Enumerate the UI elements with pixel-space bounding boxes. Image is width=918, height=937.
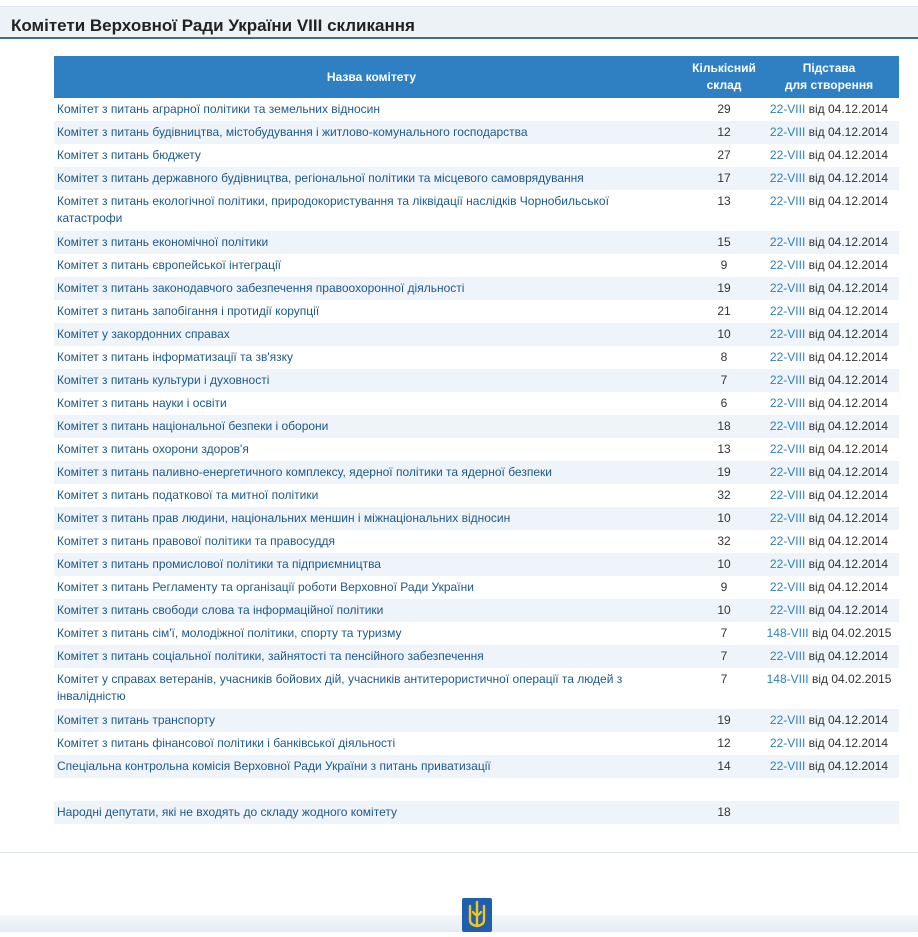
committee-name-link[interactable]: Комітет у закордонних справах (57, 327, 230, 341)
committee-count: 9 (720, 258, 728, 272)
committee-basis (759, 507, 899, 530)
committee-count: 15 (717, 235, 731, 249)
resolution-date: від 04.12.2014 (808, 281, 889, 295)
committee-basis (759, 576, 899, 599)
committee-name-link[interactable]: Комітет з питань фінансової політики і банківської діяльності (57, 736, 396, 750)
resolution-link[interactable]: 22-VIII (769, 759, 806, 773)
table-row (54, 732, 899, 755)
committee-count: 7 (720, 672, 728, 686)
table-row (54, 300, 899, 323)
resolution-link[interactable]: 22-VIII (769, 442, 806, 456)
committee-count: 19 (717, 713, 731, 727)
committee-count: 10 (717, 327, 731, 341)
committee-count: 18 (717, 419, 731, 433)
committee-count: 13 (717, 442, 731, 456)
table-row (54, 167, 899, 190)
resolution-link[interactable]: 22-VIII (769, 396, 806, 410)
committee-name-link[interactable]: Комітет з питань запобігання і протидії корупції (57, 304, 320, 318)
committee-basis (759, 277, 899, 300)
committee-name-link[interactable]: Комітет з питань будівництва, містобудування і житлово-комунального господарства (57, 125, 528, 139)
committee-basis (759, 231, 899, 254)
resolution-link[interactable]: 22-VIII (769, 373, 806, 387)
resolution-date: від 04.12.2014 (808, 649, 889, 663)
resolution-date: від 04.12.2014 (808, 557, 889, 571)
committee-basis (759, 709, 899, 732)
table-row (54, 323, 899, 346)
resolution-date: від 04.12.2014 (808, 534, 889, 548)
table-row (54, 668, 899, 709)
resolution-link[interactable]: 22-VIII (769, 736, 806, 750)
committee-name-link[interactable]: Комітет з питань європейської інтеграції (57, 258, 281, 272)
committee-name-link[interactable]: Комітет з питань правової політики та правосуддя (57, 534, 335, 548)
committee-count: 14 (717, 759, 731, 773)
no-committee-row (54, 801, 899, 824)
resolution-link[interactable]: 22-VIII (769, 258, 806, 272)
resolution-date: від 04.12.2014 (808, 171, 889, 185)
no-committee-count: 18 (689, 801, 759, 824)
committee-basis (759, 121, 899, 144)
resolution-link[interactable]: 22-VIII (769, 350, 806, 364)
table-row (54, 755, 899, 778)
committee-basis (759, 144, 899, 167)
table-row (54, 98, 899, 121)
table-row (54, 369, 899, 392)
footer-divider (0, 852, 918, 853)
spacer-cell (54, 778, 899, 801)
committee-basis (759, 190, 899, 231)
resolution-link[interactable]: 22-VIII (769, 194, 806, 208)
committee-basis (759, 484, 899, 507)
committee-name-link[interactable]: Комітет з питань Регламенту та організації роботи Верховної Ради України (57, 580, 474, 594)
resolution-link[interactable]: 22-VIII (769, 281, 806, 295)
committee-basis (759, 553, 899, 576)
resolution-date: від 04.12.2014 (808, 125, 889, 139)
resolution-date: від 04.12.2014 (808, 258, 889, 272)
column-header-basis (759, 56, 899, 98)
resolution-link[interactable]: 22-VIII (769, 235, 806, 249)
resolution-date: від 04.12.2014 (808, 194, 889, 208)
resolution-link[interactable]: 22-VIII (769, 534, 806, 548)
committee-name-link[interactable]: Комітет з питань сім'ї, молодіжної політики, спорту та туризму (57, 626, 402, 640)
trident-emblem-icon (462, 898, 492, 932)
committee-basis (759, 755, 899, 778)
resolution-link[interactable]: 22-VIII (769, 511, 806, 525)
resolution-date: від 04.12.2014 (808, 419, 889, 433)
committee-count: 19 (717, 281, 731, 295)
committee-name-link[interactable]: Комітет з питань культури і духовності (57, 373, 270, 387)
committee-basis (759, 599, 899, 622)
committee-count: 7 (720, 649, 728, 663)
table-row (54, 346, 899, 369)
resolution-link[interactable]: 22-VIII (769, 603, 806, 617)
table-row (54, 576, 899, 599)
resolution-date: від 04.12.2014 (808, 148, 889, 162)
resolution-date: від 04.12.2014 (808, 304, 889, 318)
committee-basis (759, 732, 899, 755)
committee-count: 7 (720, 373, 728, 387)
resolution-date: від 04.12.2014 (808, 373, 889, 387)
committee-name-link[interactable]: Комітет з питань інформатизації та зв'язку (57, 350, 294, 364)
committee-count: 10 (717, 603, 731, 617)
table-row (54, 144, 899, 167)
committee-basis (759, 438, 899, 461)
resolution-date: від 04.12.2014 (808, 603, 889, 617)
committee-count: 32 (717, 534, 731, 548)
table-row (54, 507, 899, 530)
committee-basis (759, 668, 899, 709)
resolution-date: від 04.12.2014 (808, 465, 889, 479)
table-row (54, 121, 899, 144)
committee-name-link[interactable]: Комітет з питань національної безпеки і оборони (57, 419, 329, 433)
table-row (54, 392, 899, 415)
table-row (54, 461, 899, 484)
committee-basis (759, 254, 899, 277)
resolution-date: від 04.12.2014 (808, 442, 889, 456)
committees-table (54, 56, 899, 824)
table-row (54, 530, 899, 553)
header-divider (0, 37, 918, 39)
committee-basis (759, 645, 899, 668)
table-row (54, 277, 899, 300)
committee-name-link[interactable]: Комітет з питань паливно-енергетичного комплексу, ядерної політики та ядерної безпеки (57, 465, 552, 479)
committee-basis (759, 98, 899, 121)
resolution-date: від 04.12.2014 (808, 759, 889, 773)
resolution-date: від 04.12.2014 (808, 235, 889, 249)
table-header-row (54, 56, 899, 98)
committee-count: 27 (717, 148, 731, 162)
resolution-date: від 04.12.2014 (808, 396, 889, 410)
resolution-date: від 04.12.2014 (808, 580, 889, 594)
resolution-date: від 04.12.2014 (808, 327, 889, 341)
page-title: Комітети Верховної Ради України VIII скликання (11, 16, 415, 35)
committee-name-link[interactable]: Комітет з питань бюджету (57, 148, 201, 162)
committee-name-link[interactable]: Комітет з питань законодавчого забезпечення правоохоронної діяльності (57, 281, 465, 295)
committee-basis (759, 530, 899, 553)
committee-basis (759, 300, 899, 323)
committee-name-link[interactable]: Комітет з питань свободи слова та інформаційної політики (57, 603, 384, 617)
committee-count: 10 (717, 557, 731, 571)
resolution-link[interactable]: 22-VIII (769, 102, 806, 116)
resolution-link[interactable]: 22-VIII (769, 327, 806, 341)
committee-name-link[interactable]: Комітет з питань транспорту (57, 713, 216, 727)
committee-basis (759, 323, 899, 346)
resolution-date: від 04.12.2014 (808, 511, 889, 525)
committee-name-link[interactable]: Спеціальна контрольна комісія Верховної Ради України з питань приватизації (57, 759, 491, 773)
column-header-basis-line2: для створення (784, 78, 874, 92)
committee-name-link[interactable]: Комітет з питань державного будівництва, регіональної політики та місцевого самоврядування (57, 171, 584, 185)
table-row (54, 622, 899, 645)
table-row (54, 645, 899, 668)
committee-name-link[interactable]: Комітет з питань прав людини, національних меншин і міжнаціональних відносин (57, 511, 511, 525)
resolution-link[interactable]: 22-VIII (769, 304, 806, 318)
committee-count: 17 (717, 171, 731, 185)
table-row (54, 484, 899, 507)
resolution-date: від 04.12.2014 (808, 736, 889, 750)
column-header-basis-line1: Підстава (802, 61, 856, 75)
footer-band (0, 915, 918, 932)
resolution-date: від 04.12.2014 (808, 102, 889, 116)
committee-count: 29 (717, 102, 731, 116)
committee-name-link[interactable]: Комітет з питань соціальної політики, зайнятості та пенсійного забезпечення (57, 649, 484, 663)
resolution-link[interactable]: 22-VIII (769, 465, 806, 479)
committee-count: 6 (720, 396, 728, 410)
committee-name-link[interactable]: Комітет з питань охорони здоров'я (57, 442, 249, 456)
committee-count: 32 (717, 488, 731, 502)
resolution-link[interactable]: 22-VIII (769, 125, 806, 139)
committee-name-link[interactable]: Комітет з питань науки і освіти (57, 396, 227, 410)
committee-count: 10 (717, 511, 731, 525)
resolution-link[interactable]: 22-VIII (769, 580, 806, 594)
committee-basis (759, 461, 899, 484)
committee-basis (759, 415, 899, 438)
resolution-date: від 04.02.2015 (811, 672, 892, 686)
resolution-link[interactable]: 22-VIII (769, 557, 806, 571)
column-header-name: Назва комітету (54, 56, 689, 98)
committee-basis (759, 346, 899, 369)
committee-name-link[interactable]: Комітет з питань аграрної політики та земельних відносин (57, 102, 380, 116)
resolution-date: від 04.02.2015 (811, 626, 892, 640)
table-row (54, 415, 899, 438)
column-header-count-line2: склад (706, 78, 742, 92)
committee-basis (759, 622, 899, 645)
committee-basis (759, 369, 899, 392)
resolution-date: від 04.12.2014 (808, 350, 889, 364)
table-row (54, 190, 899, 231)
table-row (54, 254, 899, 277)
resolution-link[interactable]: 22-VIII (769, 488, 806, 502)
table-row (54, 709, 899, 732)
table-spacer-row (54, 778, 899, 801)
resolution-link[interactable]: 22-VIII (769, 713, 806, 727)
resolution-link[interactable]: 22-VIII (769, 649, 806, 663)
table-row (54, 599, 899, 622)
resolution-link[interactable]: 22-VIII (769, 171, 806, 185)
column-header-count-line1: Кількісний (692, 61, 756, 75)
committee-count: 19 (717, 465, 731, 479)
committee-count: 9 (720, 580, 728, 594)
column-header-count (689, 56, 759, 98)
committee-basis (759, 167, 899, 190)
committee-basis (759, 392, 899, 415)
table-row (54, 231, 899, 254)
committee-count: 13 (717, 194, 731, 208)
committee-count: 7 (720, 626, 728, 640)
resolution-link[interactable]: 22-VIII (769, 148, 806, 162)
committee-count: 21 (717, 304, 731, 318)
committee-name-link[interactable]: Комітет з питань екологічної політики, природокористування та ліквідації наслідків Чорнобильської катастрофи (57, 194, 609, 225)
no-committee-basis (759, 801, 899, 824)
resolution-link[interactable]: 22-VIII (769, 419, 806, 433)
committee-name-link[interactable]: Комітет у справах ветеранів, учасників бойових дій, учасників антитерористичної операції та людей з інвалідністю (57, 672, 623, 703)
committee-count: 8 (720, 350, 728, 364)
committee-count: 12 (717, 736, 731, 750)
committee-count: 12 (717, 125, 731, 139)
resolution-date: від 04.12.2014 (808, 488, 889, 502)
committee-name-link[interactable]: Комітет з питань промислової політики та підприємництва (57, 557, 381, 571)
committee-name-link[interactable]: Комітет з питань економічної політики (57, 235, 269, 249)
resolution-date: від 04.12.2014 (808, 713, 889, 727)
committee-name-link[interactable]: Комітет з питань податкової та митної політики (57, 488, 319, 502)
no-committee-link[interactable]: Народні депутати, які не входять до складу жодного комітету (54, 801, 689, 824)
resolution-link[interactable]: 148-VIII (766, 672, 809, 686)
table-row (54, 438, 899, 461)
table-row (54, 553, 899, 576)
resolution-link[interactable]: 148-VIII (766, 626, 809, 640)
